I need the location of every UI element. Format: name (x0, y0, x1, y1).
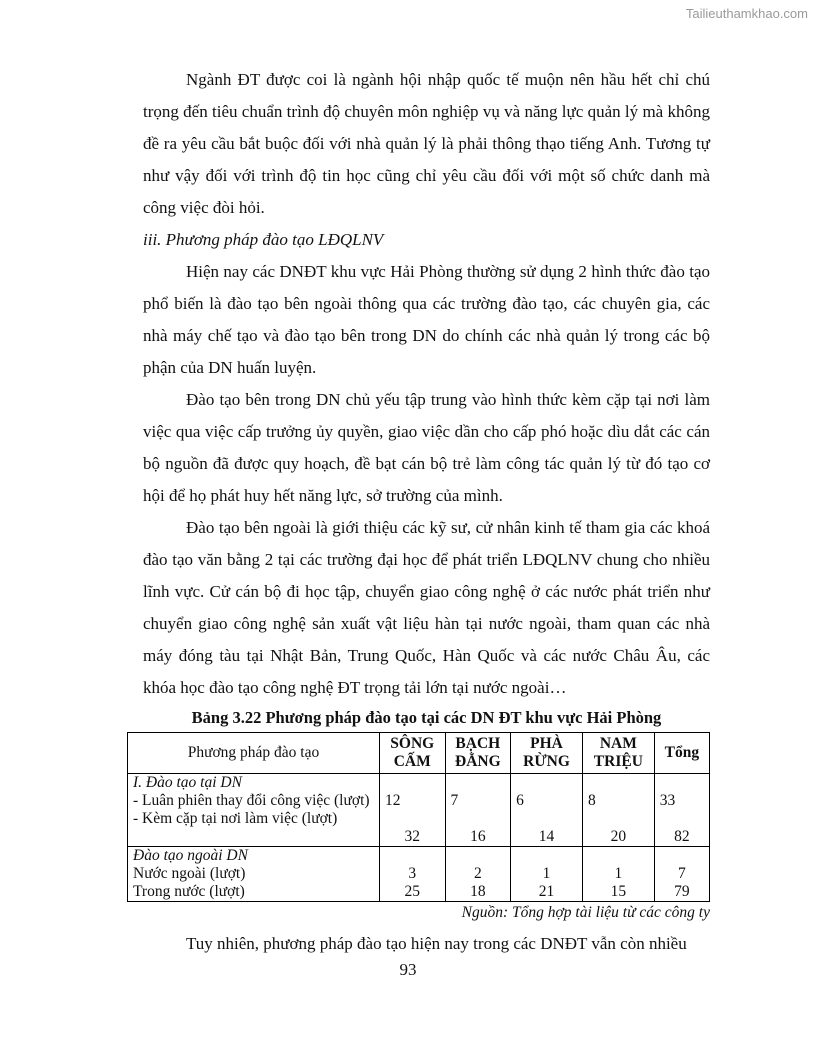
cell-total: 7 79 (654, 847, 709, 902)
training-methods-table (127, 732, 710, 902)
watermark: Tailieuthamkhao.com (685, 6, 808, 21)
header-method: Phương pháp đào tạo (128, 733, 380, 774)
table-header-row (128, 733, 710, 774)
cell-nam-trieu: 1 15 (582, 847, 654, 902)
group-label-external: Đào tạo ngoài DN Nước ngoài (lượt) Trong nước (lượt) (128, 847, 380, 902)
table-source: Nguồn: Tổng hợp tài liệu từ các công ty (461, 904, 710, 921)
header-pha-rung: PHÀ RỪNG (511, 733, 583, 774)
paragraph-3: Đào tạo bên trong DN chủ yếu tập trung vào hình thức kèm cặp tại nơi làm việc qua việc cấp trưởng ủy quyền, giao việc dần cho cấp phó hoặc dìu dắt các cán bộ nguồn đã được quy hoạch, đề bạt cán bộ trẻ làm công tác quản lý từ đó tạo cơ hội để họ phát huy hết năng lực, sở trường của mình. (143, 390, 710, 505)
header-song-cam: SÔNG CẤM (379, 733, 445, 774)
header-bach-dang: BẠCH ĐẰNG (445, 733, 511, 774)
table-caption: Bảng 3.22 Phương pháp đào tạo tại các DN ĐT khu vực Hải Phòng (191, 708, 662, 727)
paragraph-5: Tuy nhiên, phương pháp đào tạo hiện nay trong các DNĐT vẫn còn nhiều (186, 934, 687, 953)
paragraph-1: Ngành ĐT được coi là ngành hội nhập quốc tế muộn nên hầu hết chỉ chú trọng đến tiêu chuẩn trình độ chuyên môn nghiệp vụ và năng lực quản lý mà không đề ra yêu cầu bắt buộc đối với nhà quản lý là phải thông thạo tiếng Anh. Tương tự như vậy đối với trình độ tin học cũng chỉ yêu cầu đối với một số chức danh mà công việc đòi hỏi. (143, 70, 710, 217)
page-body (133, 64, 710, 960)
paragraph-4: Đào tạo bên ngoài là giới thiệu các kỹ sư, cử nhân kinh tế tham gia các khoá đào tạo văn bằng 2 tại các trường đại học để phát triển LĐQLNV chung cho nhiều lĩnh vực. Cử cán bộ đi học tập, chuyển giao công nghệ ở các nước phát triển như chuyển giao công nghệ sản xuất vật liệu hàn tại nước ngoài, tham quan các nhà máy đóng tàu tại Nhật Bản, Trung Quốc, Hàn Quốc và các nước Châu Âu, các khóa học đào tạo công nghệ ĐT trọng tải lớn tại nước ngoài… (143, 518, 710, 697)
table-row (128, 847, 710, 902)
table-row (128, 774, 710, 847)
header-total: Tổng (654, 733, 709, 774)
cell-song-cam: 12 32 (379, 774, 445, 847)
cell-bach-dang: 2 18 (445, 847, 511, 902)
paragraph-2: Hiện nay các DNĐT khu vực Hải Phòng thường sử dụng 2 hình thức đào tạo phổ biến là đào tạo bên ngoài thông qua các trường đào tạo, các chuyên gia, các nhà máy chế tạo và đào tạo bên trong DN do chính các nhà quản lý trong các bộ phận của DN huấn luyện. (143, 262, 710, 377)
cell-song-cam: 3 25 (379, 847, 445, 902)
section-subheading: iii. Phương pháp đào tạo LĐQLNV (143, 230, 384, 249)
group-label-internal: I. Đào tạo tại DN - Luân phiên thay đổi công việc (lượt) - Kèm cặp tại nơi làm việc (lượt) (128, 774, 380, 847)
page-number: 93 (399, 960, 417, 979)
cell-nam-trieu: 8 20 (582, 774, 654, 847)
cell-pha-rung: 1 21 (511, 847, 583, 902)
cell-bach-dang: 7 16 (445, 774, 511, 847)
cell-pha-rung: 6 14 (511, 774, 583, 847)
cell-total: 33 82 (654, 774, 709, 847)
header-nam-trieu: NAM TRIỆU (582, 733, 654, 774)
